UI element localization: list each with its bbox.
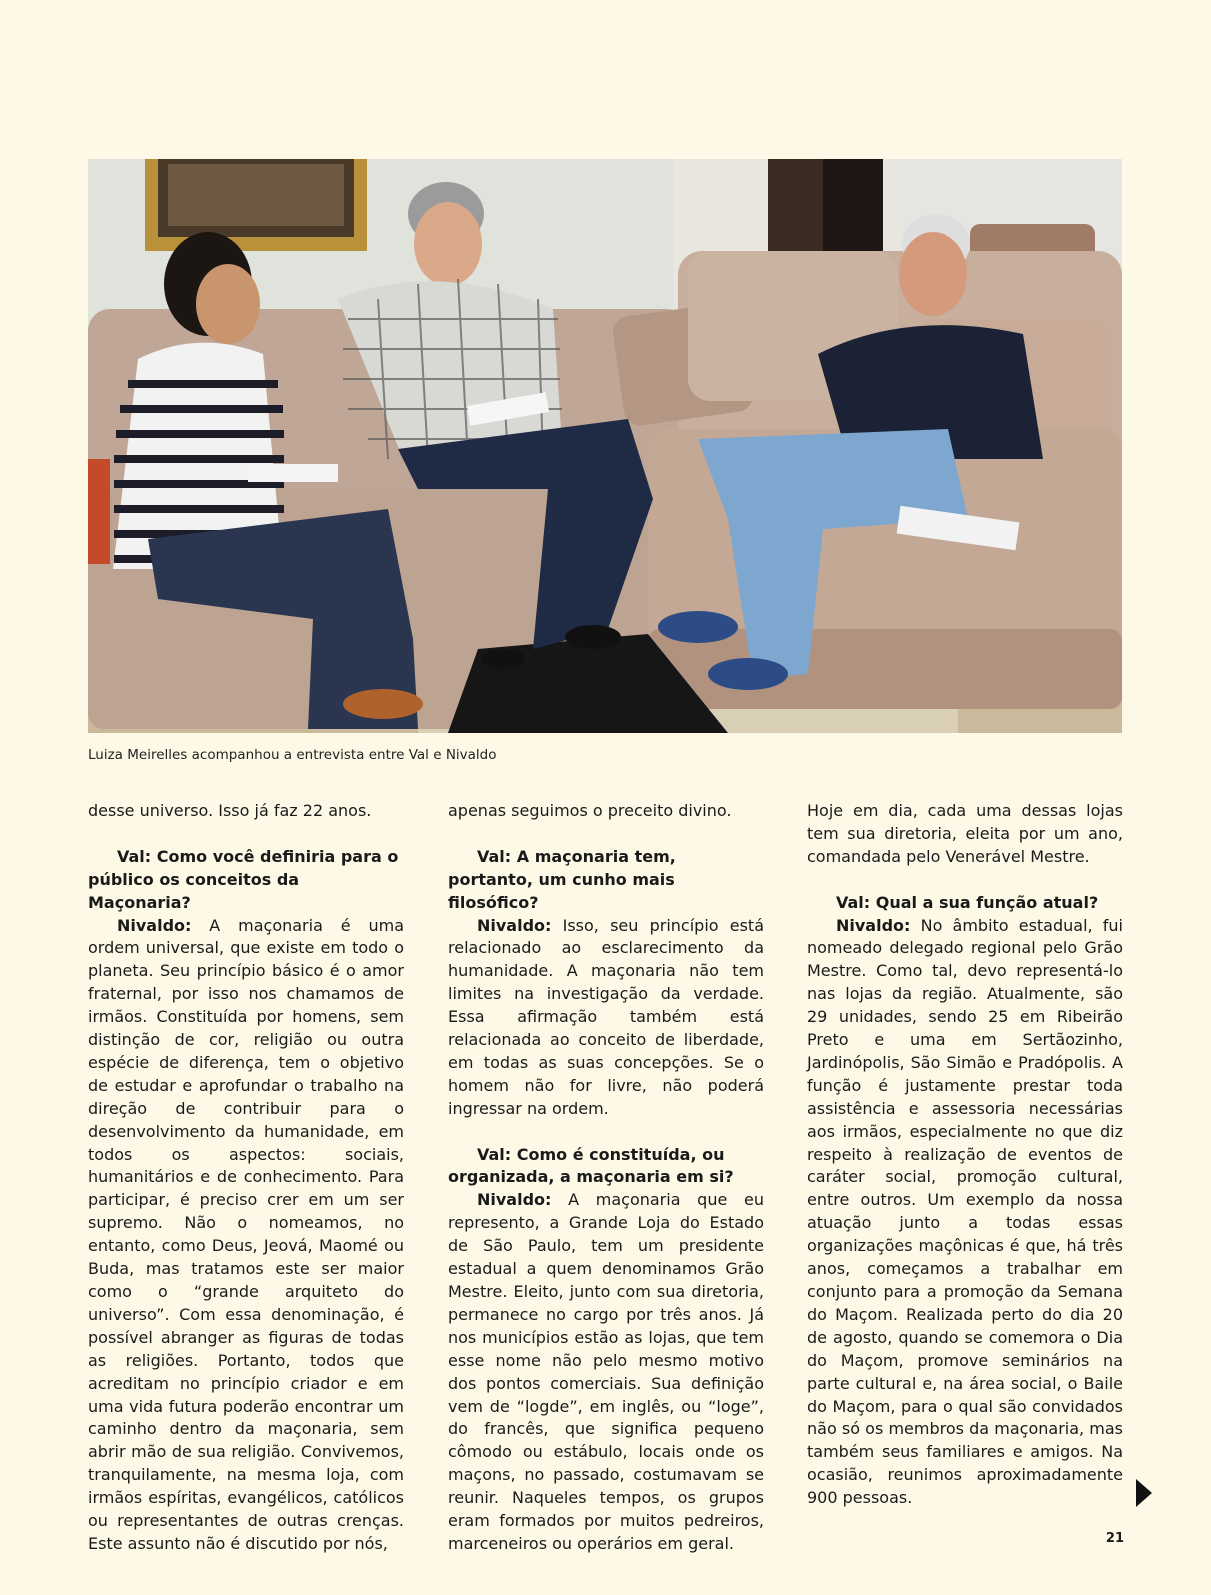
article-column-3 [807, 800, 1123, 1510]
answer [88, 915, 404, 1556]
paragraph: apenas seguimos o preceito divino. [448, 801, 732, 820]
answer-text: No âmbito estadual, fui nomeado delegado regional pelo Grão Mestre. Como tal, devo representá-lo nas lojas da região. Atualmente, são 29 unidades, sendo 25 em Ribeirão Preto e uma em Sertãozinho, Jardinópolis, São Simão e Pradópolis. A função é justamente prestar toda assistência e assessoria necessárias aos irmãos, especialmente no que diz respeito à realização de eventos de caráter social, promoção cultural, entre outros. Um exemplo da nossa atuação junto a todas essas organizações maçônicas é que, há três anos, começamos a trabalhar em conjunto para a promoção da Semana do Maçom. Realizada perto do dia 20 de agosto, quando se comemora o Dia do Maçom, promove seminários na parte cultural e, na área social, o Baile do Maçom, para o qual são convidados não só os membros da maçonaria, mas também seus familiares e amigos. Na ocasião, reunimos aproximadamente 900 pessoas. [807, 915, 1123, 1508]
paragraph-gap [88, 823, 404, 846]
paragraph-gap [807, 869, 1123, 892]
answer [448, 915, 764, 1121]
photo-caption: Luiza Meirelles acompanhou a entrevista entre Val e Nivaldo [88, 747, 497, 763]
paragraph: desse universo. Isso já faz 22 anos. [88, 801, 372, 820]
paragraph: Hoje em dia, cada uma dessas lojas tem sua diretoria, eleita por um ano, comandada pelo Venerável Mestre. [807, 801, 1123, 866]
answer-text: A maçonaria é uma ordem universal, que existe em todo o planeta. Seu princípio básico é o amor fraternal, por isso nos chamamos de irmãos. Constituída por homens, sem distinção de cor, religião ou outra espécie de diferença, tem o objetivo de estudar e aprofundar o trabalho na direção de contribuir para o desenvolvimento da humanidade, em todos os aspectos: sociais, humanitários e de conhecimento. Para participar, é preciso crer em um ser supremo. Não o nomeamos, no entanto, como Deus, Jeová, Maomé ou Buda, mas tratamos este ser maior como o “grande arquiteto do universo”. Com essa denominação, é possível abranger as figuras de todas as religiões. Portanto, todos que acreditam no princípio criador e em uma vida futura poderão encontrar um caminho dentro da maçonaria, sem abrir mão de sua religião. Convivemos, tranquilamente, na mesma loja, com irmãos espíritas, evangélicos, católicos ou representantes de outras crenças. Este assunto não é discutido por nós, [88, 915, 404, 1553]
question: Val: Qual a sua função atual? [836, 892, 1099, 912]
continue-arrow-icon [1136, 1479, 1152, 1507]
question: Val: Como é constituída, ou organizada, a maçonaria em si? [448, 1144, 734, 1187]
article-column-1 [88, 800, 404, 1556]
page-number: 21 [1105, 1531, 1124, 1546]
question: Val: A maçonaria tem, portanto, um cunho mais filosófico? [448, 846, 676, 912]
paragraph-gap [448, 1121, 764, 1144]
interview-photo [88, 159, 1122, 733]
answer-text: Isso, seu princípio está relacionado ao esclarecimento da humanidade. A maçonaria não tem limites na investigação da verdade. Essa afirmação também está relacionada ao conceito de liberdade, em todas as suas concepções. Se o homem não for livre, não poderá ingressar na ordem. [448, 915, 764, 1118]
question: Val: Como você definiria para o público os conceitos da Maçonaria? [88, 846, 399, 912]
paragraph-gap [448, 823, 764, 846]
answer [807, 915, 1123, 1511]
speaker-label: Nivaldo: [477, 1190, 552, 1210]
speaker-label: Nivaldo: [836, 915, 911, 935]
answer [448, 1189, 764, 1556]
answer-text: A maçonaria que eu represento, a Grande Loja do Estado de São Paulo, tem um presidente estadual a quem denominamos Grão Mestre. Eleito, junto com sua diretoria, permanece no cargo por três anos. Já nos municípios estão as lojas, que tem esse nome não pelo mesmo motivo dos pontos comerciais. Sua definição vem de “logde”, em inglês, ou “loge”, do francês, que significa pequeno cômodo ou estábulo, locais onde os maçons, no passado, costumavam se reunir. Naqueles tempos, os grupos eram formados por muitos pedreiros, marceneiros ou operários em geral. [448, 1190, 764, 1553]
article-column-2 [448, 800, 764, 1556]
speaker-label: Nivaldo: [117, 915, 192, 935]
speaker-label: Nivaldo: [477, 915, 552, 935]
photo-illustration [88, 159, 1122, 733]
